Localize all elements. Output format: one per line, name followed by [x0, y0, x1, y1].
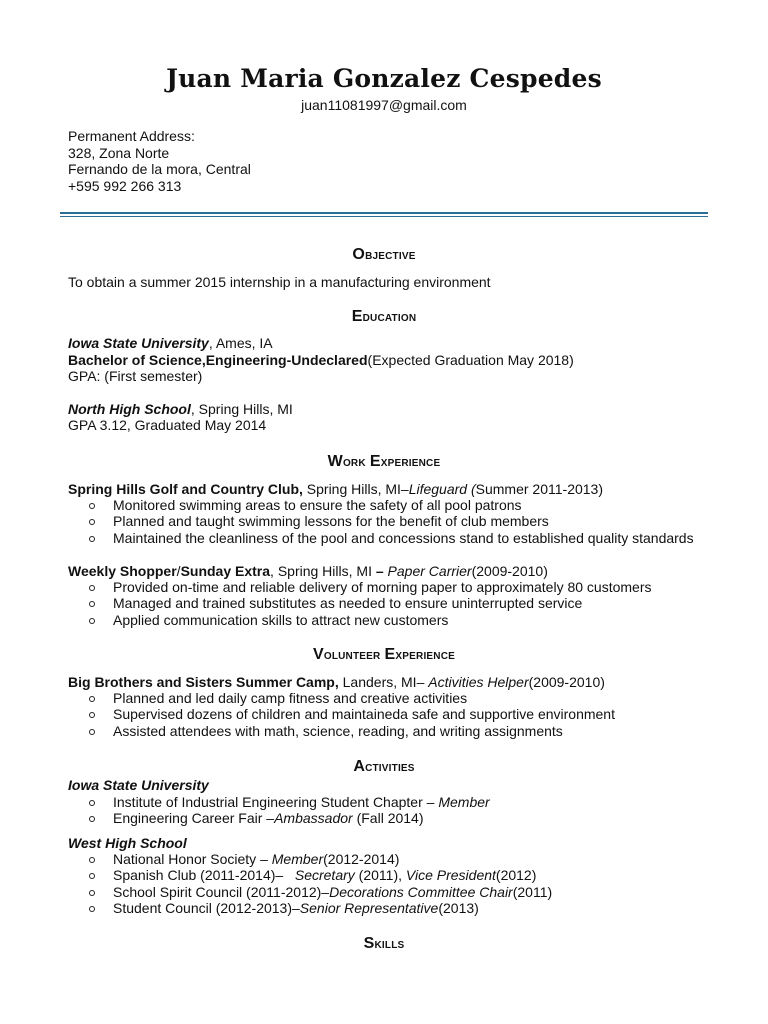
job-2-title: Weekly Shopper/Sunday Extra, Spring Hills, MI – Paper Carrier(2009-2010) [68, 563, 548, 579]
volunteer-experience-heading: Volunteer Experience [312, 646, 456, 663]
volunteer-bullets [68, 690, 615, 739]
list-item: Spanish Club (2011-2014)– Secretary (2011), Vice President(2012) [68, 867, 552, 883]
job-1-bullets [68, 497, 694, 546]
education-school-1: Iowa State University, Ames, IA [68, 335, 273, 351]
activities-school-1-bullets [68, 794, 490, 827]
list-item: Monitored swimming areas to ensure the safety of all pool patrons [68, 497, 694, 513]
work-experience-heading: Work Experience [327, 453, 441, 470]
header-divider-thin [60, 216, 708, 217]
address-label: Permanent Address: [68, 128, 195, 144]
address-line-2: Fernando de la mora, Central [68, 161, 251, 177]
objective-heading: Objective [352, 246, 416, 263]
list-item: Supervised dozens of children and maintaineda safe and supportive environment [68, 706, 615, 722]
activities-heading: Activities [353, 758, 415, 775]
list-item: Applied communication skills to attract new customers [68, 612, 652, 628]
activities-school-2: West High School [68, 835, 187, 851]
list-item: Student Council (2012-2013)–Senior Representative(2013) [68, 900, 552, 916]
list-item: Planned and led daily camp fitness and creative activities [68, 690, 615, 706]
address-line-1: 328, Zona Norte [68, 144, 170, 161]
job-2-bullets [68, 579, 652, 628]
list-item: Managed and trained substitutes as needed to ensure uninterrupted service [68, 595, 652, 611]
email-address: juan11081997@gmail.com [301, 97, 467, 113]
list-item: Planned and taught swimming lessons for the benefit of club members [68, 513, 694, 529]
activities-school-1: Iowa State University [68, 777, 209, 793]
education-gpa-2: GPA 3.12, Graduated May 2014 [68, 417, 267, 433]
volunteer-title: Big Brothers and Sisters Summer Camp, Landers, MI– Activities Helper(2009-2010) [68, 674, 605, 690]
list-item: Provided on-time and reliable delivery of morning paper to approximately 80 customers [68, 579, 652, 595]
list-item: Engineering Career Fair –Ambassador (Fall 2014) [68, 810, 490, 826]
list-item: School Spirit Council (2011-2012)–Decorations Committee Chair(2011) [68, 884, 552, 900]
job-1-title: Spring Hills Golf and Country Club, Spring Hills, MI–Lifeguard (Summer 2011-2013) [68, 481, 604, 497]
skills-heading: Skills [363, 935, 405, 952]
header-divider-thick [60, 212, 708, 214]
education-degree: Bachelor of Science,Engineering-Undeclared(Expected Graduation May 2018) [68, 352, 574, 368]
resume-name: Juan Maria Gonzalez Cespedes [166, 64, 602, 93]
objective-text: To obtain a summer 2015 internship in a manufacturing environment [68, 274, 491, 290]
education-heading: Education [351, 308, 417, 325]
activities-school-2-bullets [68, 851, 552, 916]
list-item: Institute of Industrial Engineering Student Chapter – Member [68, 794, 490, 810]
phone-number: +595 992 266 313 [68, 177, 182, 194]
list-item: Maintained the cleanliness of the pool and concessions stand to established quality standards [68, 530, 694, 546]
education-school-2: North High School, Spring Hills, MI [68, 401, 293, 417]
address-block [68, 128, 251, 194]
education-gpa-1: GPA: (First semester) [68, 368, 203, 384]
list-item: Assisted attendees with math, science, reading, and writing assignments [68, 723, 615, 739]
list-item: National Honor Society – Member(2012-2014) [68, 851, 552, 867]
